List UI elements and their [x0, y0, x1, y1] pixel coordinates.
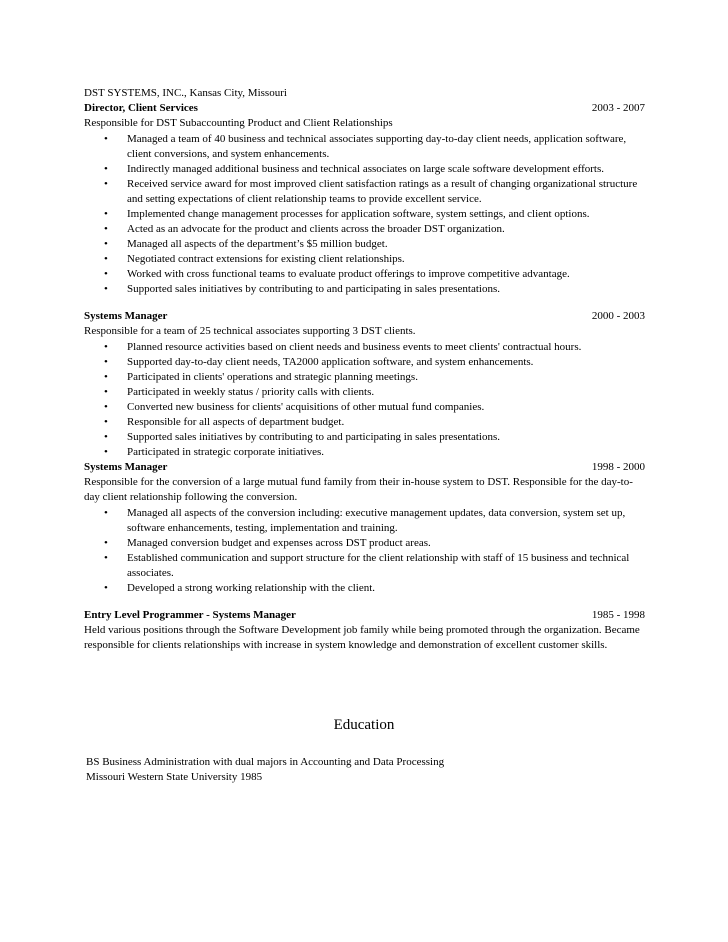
spacer [84, 596, 645, 608]
list-item-text: Implemented change management processes for application software, system settings, and client options. [127, 208, 590, 220]
bullet-icon: • [104, 401, 108, 413]
list-item-text: Managed all aspects of the conversion including: executive management updates, data conversion, system set up, software enhancements, testing, implementation and training. [127, 507, 626, 534]
bullet-icon: • [104, 356, 108, 368]
job-header [84, 101, 645, 116]
resume-experience [84, 86, 645, 653]
bullet-icon: • [104, 446, 108, 458]
list-item-text: Negotiated contract extensions for existing client relationships. [127, 253, 405, 265]
list-item [104, 282, 645, 297]
list-item [104, 445, 645, 460]
company-line: DST SYSTEMS, INC., Kansas City, Missouri [84, 87, 287, 99]
job-title: Entry Level Programmer - Systems Manager [84, 609, 296, 621]
job-title: Systems Manager [84, 461, 168, 473]
job-dates: 1985 - 1998 [591, 609, 645, 621]
bullet-icon: • [104, 223, 108, 235]
list-item [104, 430, 645, 445]
list-item [104, 581, 645, 596]
job-summary: Responsible for a team of 25 technical associates supporting 3 DST clients. [84, 325, 416, 337]
bullet-icon: • [104, 371, 108, 383]
list-item-text: Worked with cross functional teams to evaluate product offerings to improve competitive advantage. [127, 268, 570, 280]
list-item-text: Converted new business for clients' acquisitions of other mutual fund companies. [127, 401, 485, 413]
list-item-text: Managed a team of 40 business and technical associates supporting day-to-day client needs, application software, client conversions, and system enhancements. [127, 133, 627, 160]
spacer [84, 297, 645, 309]
list-item [104, 551, 645, 581]
bullet-icon: • [104, 341, 108, 353]
bullet-icon: • [104, 416, 108, 428]
list-item-text: Developed a strong working relationship with the client. [127, 582, 376, 594]
list-item [104, 222, 645, 237]
list-item [104, 506, 645, 536]
list-item-text: Supported day-to-day client needs, TA2000 application software, and system enhancements. [127, 356, 534, 368]
list-item [104, 237, 645, 252]
list-item-text: Acted as an advocate for the product and clients across the broader DST organization. [127, 223, 505, 235]
job-entry [84, 101, 645, 297]
job-header [84, 460, 645, 475]
job-bullets [84, 340, 645, 460]
list-item-text: Received service award for most improved client satisfaction ratings as a result of changing organizational structure and setting expectations of client relationship teams to provide excellent service. [127, 178, 638, 205]
bullet-icon: • [104, 283, 108, 295]
job-summary: Responsible for the conversion of a large mutual fund family from their in-house system to DST. Responsible for the day-to-day client relationship following the conversion. [84, 476, 633, 503]
bullet-icon: • [104, 582, 108, 594]
job-title: Systems Manager [84, 310, 168, 322]
list-item [104, 252, 645, 267]
list-item [104, 132, 645, 162]
job-header [84, 608, 645, 623]
bullet-icon: • [104, 431, 108, 443]
bullet-icon: • [104, 133, 108, 145]
list-item [104, 400, 645, 415]
list-item-text: Established communication and support structure for the client relationship with staff of 15 business and technical associates. [127, 552, 630, 579]
bullet-icon: • [104, 163, 108, 175]
job-dates: 2000 - 2003 [591, 310, 645, 322]
list-item-text: Participated in clients' operations and strategic planning meetings. [127, 371, 418, 383]
list-item [104, 355, 645, 370]
list-item [104, 177, 645, 207]
job-bullets [84, 506, 645, 596]
bullet-icon: • [104, 178, 108, 190]
list-item [104, 207, 645, 222]
list-item-text: Managed conversion budget and expenses across DST product areas. [127, 537, 431, 549]
job-header [84, 309, 645, 324]
bullet-icon: • [104, 268, 108, 280]
bullet-icon: • [104, 253, 108, 265]
education-heading: Education [333, 717, 395, 733]
list-item-text: Participated in weekly status / priority calls with clients. [127, 386, 375, 398]
job-entry [84, 309, 645, 460]
list-item-text: Managed all aspects of the department’s $5 million budget. [127, 238, 388, 250]
job-entry [84, 460, 645, 596]
list-item [104, 385, 645, 400]
bullet-icon: • [104, 238, 108, 250]
list-item-text: Indirectly managed additional business and technical associates on large scale software development efforts. [127, 163, 605, 175]
job-dates: 1998 - 2000 [591, 461, 645, 473]
list-item-text: Supported sales initiatives by contributing to and participating in sales presentations. [127, 283, 501, 295]
bullet-icon: • [104, 552, 108, 564]
list-item [104, 415, 645, 430]
bullet-icon: • [104, 537, 108, 549]
education-school: Missouri Western State University 1985 [86, 771, 263, 783]
job-summary: Held various positions through the Software Development job family while being promoted through the organization. Became responsible for clients relationships with increase in system knowledge and demonstration of excellent customer skills. [84, 624, 640, 651]
education-section [86, 755, 646, 785]
bullet-icon: • [104, 386, 108, 398]
bullet-icon: • [104, 208, 108, 220]
bullet-icon: • [104, 507, 108, 519]
list-item-text: Planned resource activities based on client needs and business events to meet clients' contractual hours. [127, 341, 582, 353]
list-item [104, 370, 645, 385]
list-item [104, 340, 645, 355]
list-item [104, 267, 645, 282]
list-item-text: Responsible for all aspects of department budget. [127, 416, 345, 428]
job-title: Director, Client Services [84, 102, 198, 114]
list-item-text: Supported sales initiatives by contributing to and participating in sales presentations. [127, 431, 501, 443]
list-item-text: Participated in strategic corporate initiatives. [127, 446, 325, 458]
list-item [104, 162, 645, 177]
job-entry [84, 608, 645, 653]
job-dates: 2003 - 2007 [591, 102, 645, 114]
education-degree: BS Business Administration with dual majors in Accounting and Data Processing [86, 756, 445, 768]
job-summary: Responsible for DST Subaccounting Product and Client Relationships [84, 117, 393, 129]
job-bullets [84, 132, 645, 297]
list-item [104, 536, 645, 551]
